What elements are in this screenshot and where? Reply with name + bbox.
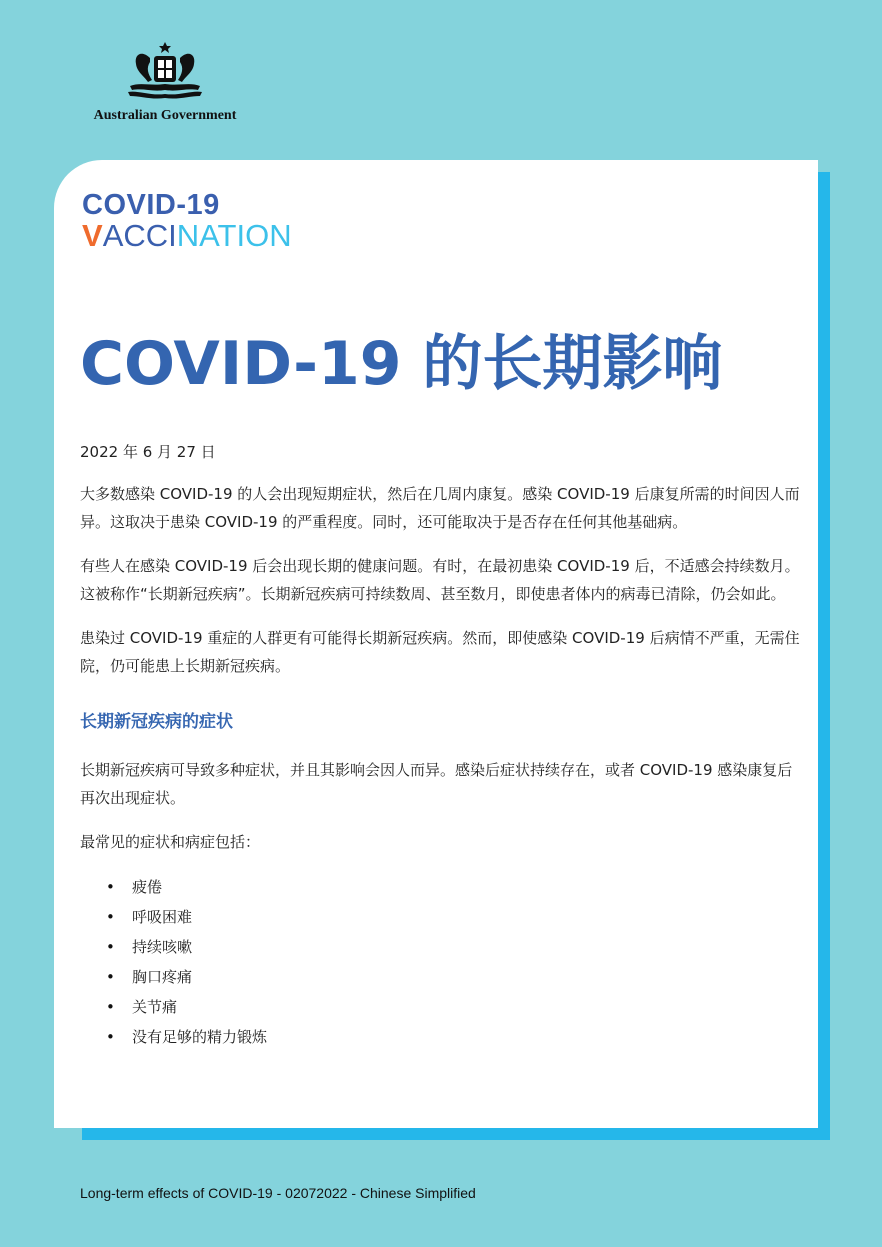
list-item: • 胸口疼痛	[106, 962, 800, 992]
content-card	[54, 160, 818, 1128]
logo-acci: ACCI	[102, 218, 177, 253]
government-name: Australian Government	[93, 108, 237, 123]
list-item: • 呼吸困难	[106, 902, 800, 932]
publish-date: 2022 年 6 月 27 日	[80, 443, 216, 461]
paragraph: 大多数感染 COVID-19 的人会出现短期症状，然后在几周内康复。感染 COVID-19 后康复所需的时间因人而异。这取决于患染 COVID-19 的严重程度。同时，还可能取决于是否存在任何其他基础病。	[80, 485, 800, 531]
list-intro: 最常见的症状和病症包括：	[80, 833, 261, 851]
list-item: • 没有足够的精力锻炼	[106, 1022, 800, 1052]
logo-line2	[82, 220, 292, 252]
covid-vaccination-logo	[82, 190, 292, 252]
body-text	[80, 438, 800, 1052]
logo-checkmark-v: V	[82, 218, 103, 253]
list-item: • 关节痛	[106, 992, 800, 1022]
logo-nation: NATION	[176, 218, 292, 253]
logo-line1: COVID-19	[82, 189, 220, 221]
paragraph: 有些人在感染 COVID-19 后会出现长期的健康问题。有时，在最初患染 COVID-19 后，不适感会持续数月。这被称作“长期新冠疾病”。长期新冠疾病可持续数周、甚至数月，即使患者体内的病毒已清除，仍会如此。	[80, 557, 800, 603]
page-title: COVID-19 的长期影响	[80, 329, 723, 399]
paragraph: 患染过 COVID-19 重症的人群更有可能得长期新冠疾病。然而，即使感染 COVID-19 后病情不严重，无需住院，仍可能患上长期新冠疾病。	[80, 629, 800, 675]
section-heading: 长期新冠疾病的症状	[80, 712, 233, 732]
symptom-list	[80, 872, 800, 1052]
document-footer: Long-term effects of COVID-19 - 02072022 - Chinese Simplified	[80, 1185, 476, 1201]
government-branding	[80, 40, 250, 124]
list-item: • 持续咳嗽	[106, 932, 800, 962]
list-item: • 疲倦	[106, 872, 800, 902]
coat-of-arms-icon	[120, 40, 210, 102]
section-intro: 长期新冠疾病可导致多种症状，并且其影响会因人而异。感染后症状持续存在，或者 COVID-19 感染康复后再次出现症状。	[80, 761, 793, 807]
